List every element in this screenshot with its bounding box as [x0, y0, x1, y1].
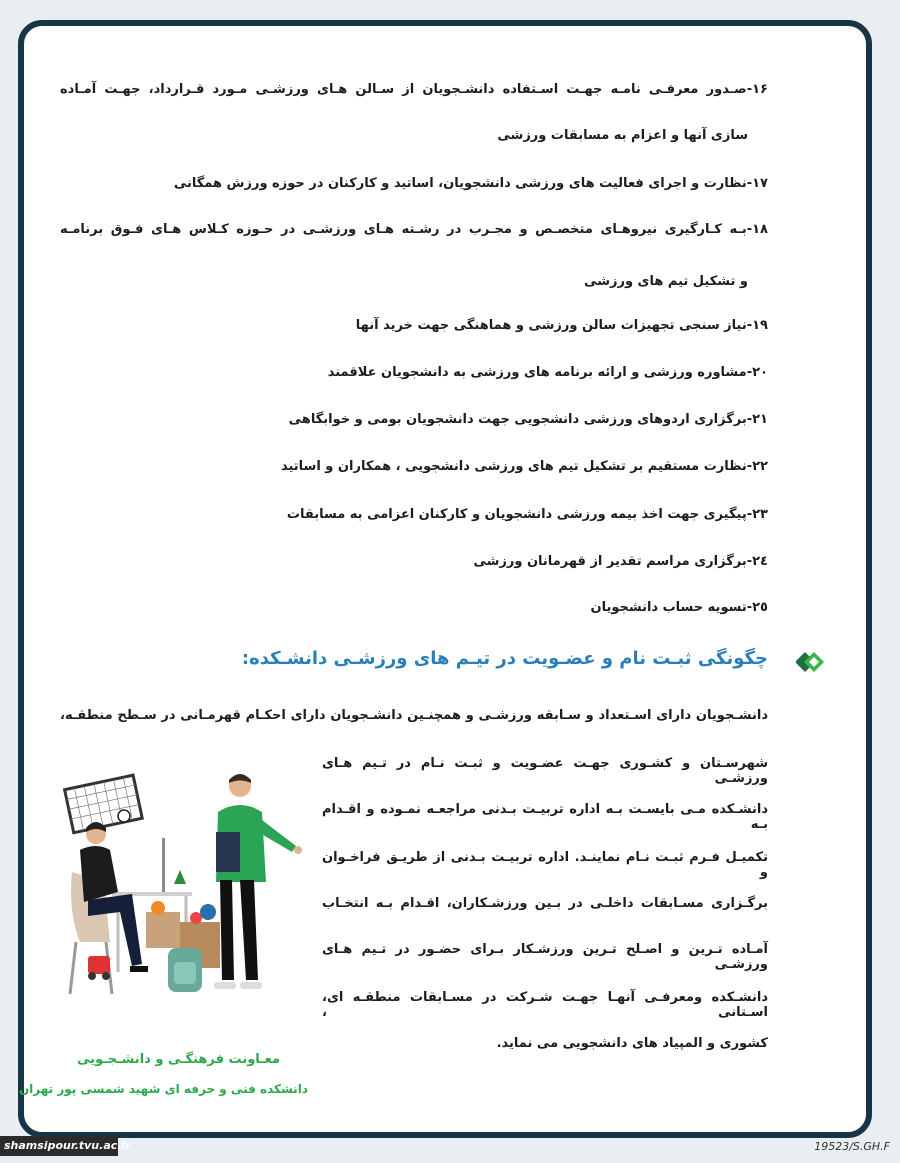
paragraph-line: تکمیـل فـرم ثبـت نـام نماینـد. اداره تربیـت بـدنی از طریـق فراخـوان و — [322, 850, 768, 880]
diamond-bullet-icon — [796, 650, 826, 674]
list-item-18: ۱۸-بـه کـارگیری نیروهـای متخصـص و مجـرب در رشـته هـای ورزشـی در حـوزه کـلاس هـای فـوق برنامـه — [60, 222, 768, 237]
paragraph-line: دانشـکده ومعرفـی آنهـا جهـت شـرکت در مسـابقات منطقـه ای، اسـتانی ، — [322, 990, 768, 1020]
list-item-24: ۲٤-برگزاری مراسم تقدیر از قهرمانان ورزشی — [473, 554, 768, 569]
paragraph-line: کشوری و المپیاد های دانشجویی می نماید. — [496, 1036, 768, 1051]
paragraph-line: برگـزاری مسـابقات داخلـی در بـین ورزشـکاران، اقـدام بـه انتخـاب — [322, 896, 768, 911]
list-item-18-cont: و تشکیل تیم های ورزشی — [584, 274, 748, 289]
paragraph-line: دانشـجویان دارای اسـتعداد و سـابقه ورزشـی و همچنـین دانشـجویان دارای احکـام قهرمـانی در سـطح منطقـه، — [60, 708, 768, 723]
sports-illustration — [58, 772, 310, 1008]
list-item-17: ۱۷-نظارت و اجرای فعالیت های ورزشی دانشجویان، اساتید و کارکنان در حوزه ورزش همگانی — [173, 176, 768, 191]
list-item-23: ۲۳-پیگیری جهت اخذ بیمه ورزشی دانشجویان و کارکنان اعزامی به مسابقات — [286, 507, 768, 522]
soccer-ball — [118, 810, 130, 822]
list-item-21: ۲۱-برگزاری اردوهای ورزشی دانشجویی جهت دانشجویان بومی و خوابگاهی — [288, 412, 768, 427]
footer-dept: معـاونت فرهنگـی و دانشـجـویی — [77, 1052, 280, 1067]
book-stack — [216, 832, 240, 872]
list-item-22: ۲۲-نظارت مستقیم بر تشکیل تیم های ورزشی دانشجویی ، همکاران و اساتید — [280, 459, 768, 474]
site-url: shamsipour.tvu.ac.ir — [0, 1136, 118, 1156]
list-item-20: ۲۰-مشاوره ورزشی و ارائه برنامه های ورزشی به دانشجویان علاقمند — [327, 365, 768, 380]
document-code: 19523/S.GH.F — [814, 1140, 890, 1153]
list-item-19: ۱۹-نیاز سنجی تجهیزات سالن ورزشی و هماهنگی جهت خرید آنها — [355, 318, 768, 333]
list-item-16-cont: سازی آنها و اعزام به مسابقات ورزشی — [497, 128, 748, 143]
footer-college: دانشکده فنی و حرفه ای شهید شمسی پور تهران — [18, 1082, 308, 1096]
paragraph-line: دانشـکده مـی بایسـت بـه اداره تربیـت بـدنی مراجعـه نمـوده و اقـدام بـه — [322, 802, 768, 832]
list-item-16: ۱۶-صـدور معرفـی نامـه جهـت اسـتفاده دانشـجویان از سـالن هـای ورزشـی مـورد قـرارداد، جهـت آمـاده — [60, 82, 768, 97]
section-heading: چگونگی ثبـت نام و عضـویت در تیـم های ورزشـی دانشـکده: — [241, 648, 768, 669]
goal-net — [65, 775, 143, 833]
list-item-25: ۲٥-تسویه حساب دانشجویان — [590, 600, 768, 615]
paragraph-line: شهرسـتان و کشـوری جهـت عضـویت و ثبـت نـام در تـیم هـای ورزشـی — [322, 756, 768, 786]
toy-truck — [88, 956, 110, 974]
paragraph-line: آمـاده تـرین و اصـلح تـرین ورزشـکار بـرای حضـور در تـیم هـای ورزشـی — [322, 942, 768, 972]
